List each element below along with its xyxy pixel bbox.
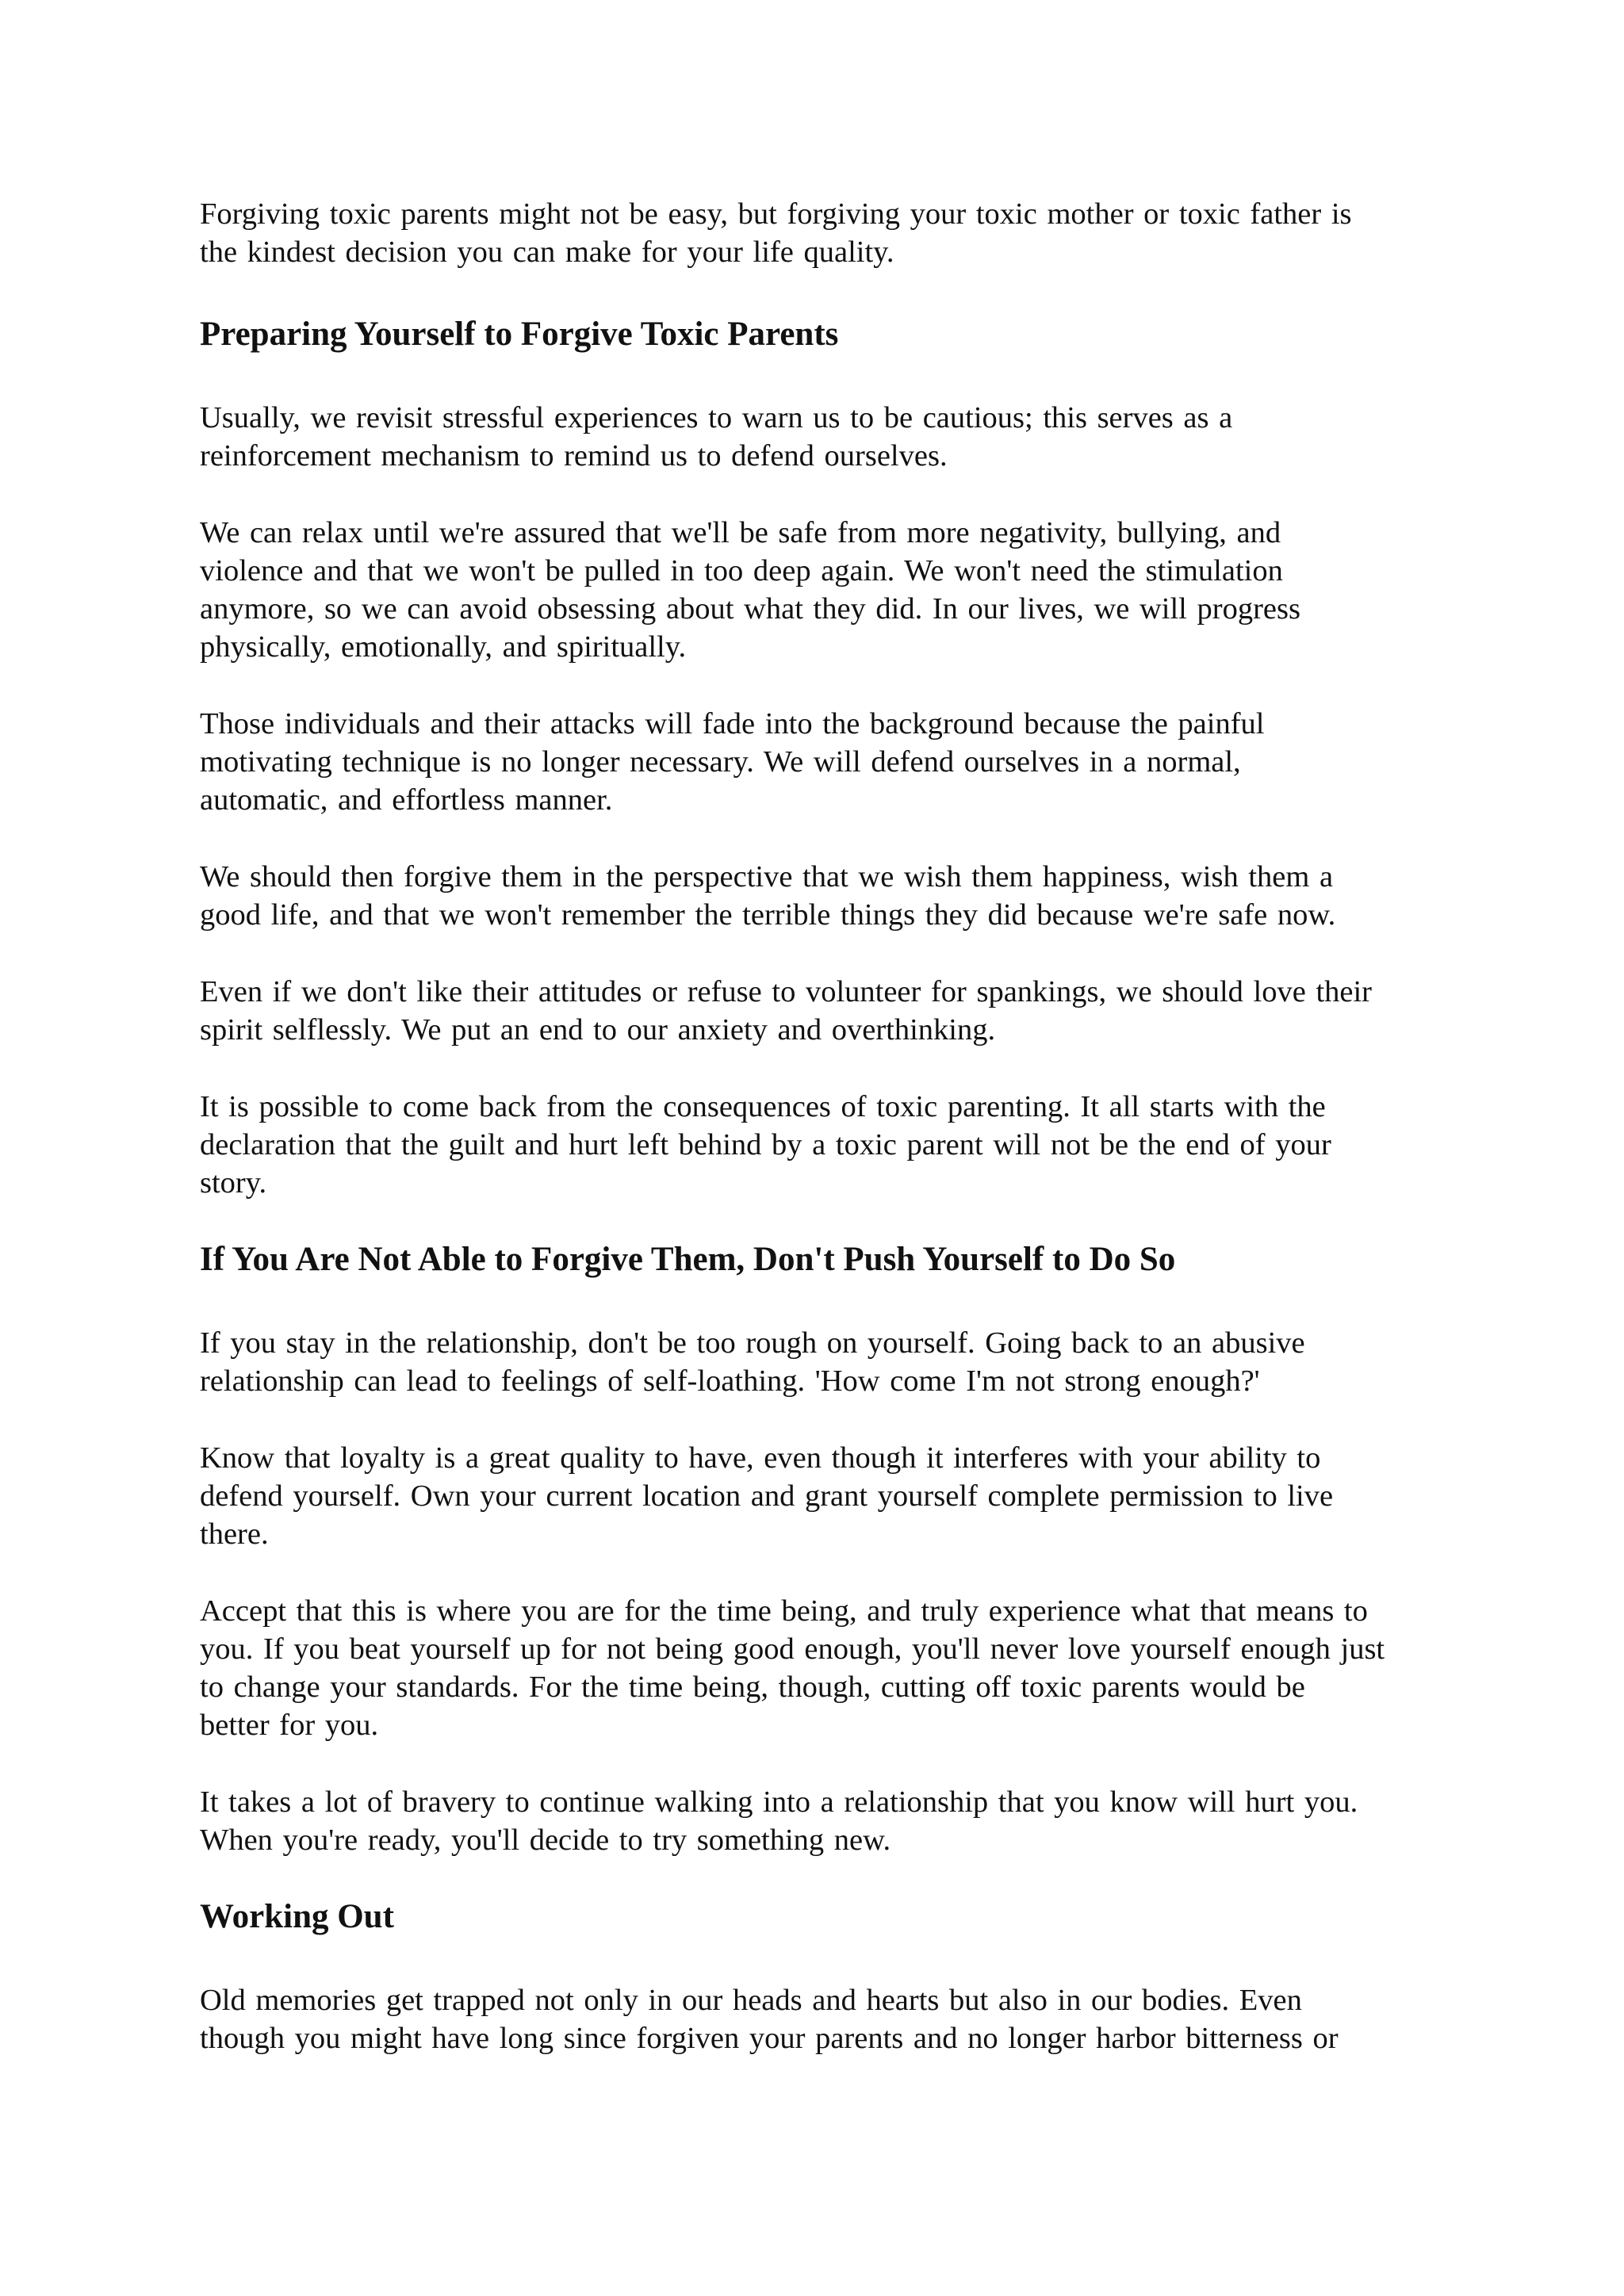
text-line: relationship can lead to feelings of self-loathing. 'How come I'm not strong enough?' xyxy=(200,1364,1260,1398)
paragraph-revisit xyxy=(200,399,1437,475)
text-line: When you're ready, you'll decide to try something new. xyxy=(200,1823,891,1857)
text-line: It is possible to come back from the consequences of toxic parenting. It all starts with the xyxy=(200,1090,1326,1123)
text-line: good life, and that we won't remember the terrible things they did because we're safe now. xyxy=(200,898,1336,932)
text-line: you. If you beat yourself up for not being good enough, you'll never love yourself enough just xyxy=(200,1632,1385,1666)
section-heading-not-able: If You Are Not Able to Forgive Them, Don't Push Yourself to Do So xyxy=(200,1241,1176,1278)
text-line: Old memories get trapped not only in our heads and hearts but also in our bodies. Even xyxy=(200,1984,1302,2017)
text-line: We can relax until we're assured that we'll be safe from more negativity, bullying, and xyxy=(200,516,1281,549)
text-line: story. xyxy=(200,1166,267,1200)
paragraph-stay xyxy=(200,1324,1437,1400)
text-line: Accept that this is where you are for the time being, and truly experience what that means to xyxy=(200,1594,1368,1628)
paragraph-forgiving-intro xyxy=(200,195,1437,271)
text-line: Even if we don't like their attitudes or refuse to volunteer for spankings, we should love their xyxy=(200,975,1373,1008)
text-line: We should then forgive them in the perspective that we wish them happiness, wish them a xyxy=(200,860,1334,894)
text-line: reinforcement mechanism to remind us to defend ourselves. xyxy=(200,439,948,473)
paragraph-relax xyxy=(200,514,1437,666)
section-heading-preparing: Preparing Yourself to Forgive Toxic Parents xyxy=(200,316,839,353)
paragraph-fade xyxy=(200,705,1437,819)
text-line: It takes a lot of bravery to continue walking into a relationship that you know will hurt you. xyxy=(200,1785,1358,1819)
text-line: better for you. xyxy=(200,1709,379,1742)
text-line: declaration that the guilt and hurt left behind by a toxic parent will not be the end of your xyxy=(200,1128,1331,1161)
text-line: physically, emotionally, and spiritually. xyxy=(200,630,687,664)
text-line: anymore, so we can avoid obsessing about what they did. In our lives, we will progress xyxy=(200,592,1300,626)
paragraph-loyalty xyxy=(200,1439,1437,1553)
paragraph-accept xyxy=(200,1592,1437,1744)
text-line: motivating technique is no longer necessary. We will defend ourselves in a normal, xyxy=(200,745,1241,779)
text-line: Know that loyalty is a great quality to have, even though it interferes with your ability to xyxy=(200,1441,1321,1475)
section-heading-working-out: Working Out xyxy=(200,1898,394,1935)
text-line: If you stay in the relationship, don't be too rough on yourself. Going back to an abusive xyxy=(200,1326,1305,1360)
text-line: spirit selflessly. We put an end to our anxiety and overthinking. xyxy=(200,1013,996,1047)
paragraph-forgive-them xyxy=(200,858,1437,934)
paragraph-old-memories xyxy=(200,1981,1437,2057)
text-line: Forgiving toxic parents might not be easy, but forgiving your toxic mother or toxic father is xyxy=(200,197,1352,231)
paragraph-possible xyxy=(200,1088,1437,1202)
text-line: violence and that we won't be pulled in too deep again. We won't need the stimulation xyxy=(200,554,1283,587)
text-line: automatic, and effortless manner. xyxy=(200,783,613,817)
text-line: the kindest decision you can make for your life quality. xyxy=(200,235,894,269)
document-page xyxy=(200,195,1437,2096)
paragraph-even-if xyxy=(200,973,1437,1049)
text-line: though you might have long since forgiven your parents and no longer harbor bitterness or xyxy=(200,2022,1339,2055)
text-line: there. xyxy=(200,1517,269,1551)
text-line: Usually, we revisit stressful experiences to warn us to be cautious; this serves as a xyxy=(200,401,1233,434)
text-line: Those individuals and their attacks will fade into the background because the painful xyxy=(200,707,1265,740)
text-line: to change your standards. For the time being, though, cutting off toxic parents would be xyxy=(200,1670,1305,1704)
paragraph-bravery xyxy=(200,1783,1437,1859)
text-line: defend yourself. Own your current location and grant yourself complete permission to live xyxy=(200,1479,1334,1513)
